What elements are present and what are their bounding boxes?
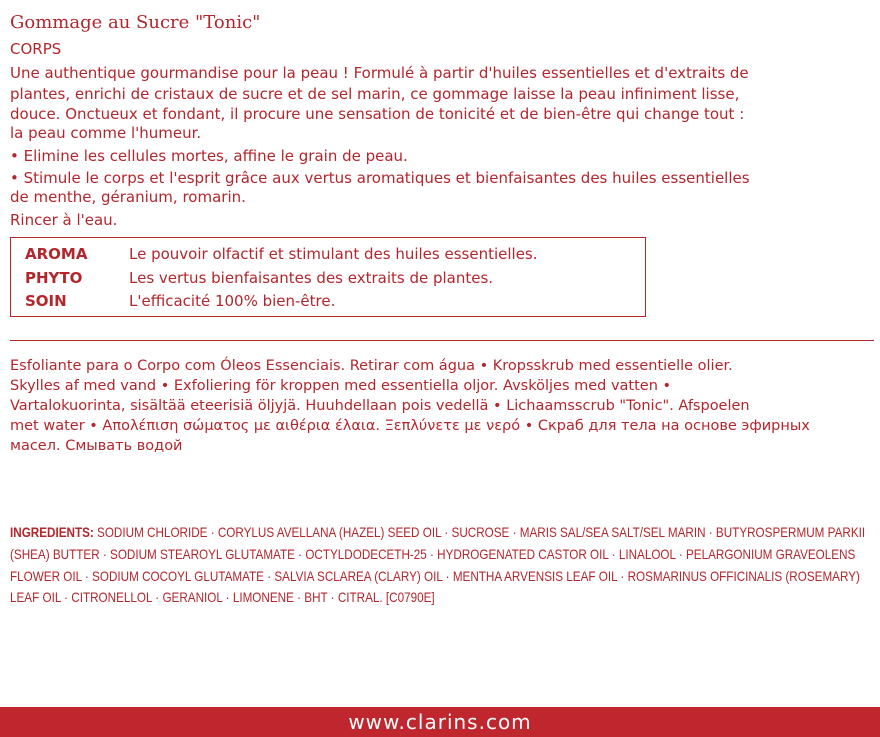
ingredients-text: SODIUM CHLORIDE · CORYLUS AVELLANA (HAZEL) SEED OIL · SUCROSE · MARIS SAL/SEA SALT/SEL MARIN · BUTYROSPERMUM PARKII <box>93 525 866 540</box>
benefit-row-soin <box>25 292 335 310</box>
benefit-text: Les vertus bienfaisantes des extraits de plantes. <box>129 269 494 287</box>
benefit-row-phyto <box>25 269 493 287</box>
ingredients-label: INGREDIENTS: <box>10 525 94 540</box>
translation-line: met water • Απολέπιση σώματος με αιθέρια έλαια. Ξεπλύνετε με νερό • Скраб для тела на основе эфирных <box>10 418 810 434</box>
translation-line: Vartalokuorinta, sisältää eteerisiä öljyjä. Huuhdellaan pois vedellä • Lichaamsscrub "Tonic". Afspoelen <box>10 398 750 414</box>
translation-line: Esfoliante para o Corpo com Óleos Essenciais. Retirar com água • Kropsskrub med essentielle olier. <box>10 358 733 374</box>
description-line: plantes, enrichi de cristaux de sucre et de sel marin, ce gommage laisse la peau infiniment lisse, <box>10 85 740 103</box>
product-category: CORPS <box>10 40 62 58</box>
product-title: Gommage au Sucre "Tonic" <box>10 12 261 33</box>
section-divider <box>10 340 874 341</box>
usage-instruction: Rincer à l'eau. <box>10 211 118 229</box>
description-line: la peau comme l'humeur. <box>10 124 202 142</box>
benefit-bullet: • Elimine les cellules mortes, affine le grain de peau. <box>10 147 408 165</box>
benefit-text: Le pouvoir olfactif et stimulant des huiles essentielles. <box>129 245 538 263</box>
description-line: de menthe, géranium, romarin. <box>10 188 246 206</box>
benefit-key: AROMA <box>25 245 88 263</box>
footer-bar <box>0 707 880 737</box>
benefit-text: L'efficacité 100% bien-être. <box>129 292 336 310</box>
description-line: douce. Onctueux et fondant, il procure une sensation de tonicité et de bien-être qui change tout : <box>10 105 745 123</box>
description-line: Une authentique gourmandise pour la peau ! Formulé à partir d'huiles essentielles et d'extraits de <box>10 64 749 82</box>
ingredients-line: LEAF OIL · CITRONELLOL · GERANIOL · LIMONENE · BHT · CITRAL. [C0790E] <box>10 590 435 605</box>
benefit-key: PHYTO <box>25 269 83 287</box>
ingredients-line: FLOWER OIL · SODIUM COCOYL GLUTAMATE · SALVIA SCLAREA (CLARY) OIL · MENTHA ARVENSIS LEAF OIL · ROSMARINUS OFFICINALIS (ROSEMARY) <box>10 569 860 584</box>
ingredients-line <box>10 522 865 544</box>
ingredients-line: (SHEA) BUTTER · SODIUM STEAROYL GLUTAMATE · OCTYLDODECETH-25 · HYDROGENATED CASTOR OIL · LINALOOL · PELARGONIUM GRAVEOLENS <box>10 547 856 562</box>
benefit-key: SOIN <box>25 292 67 310</box>
benefit-bullet: • Stimule le corps et l'esprit grâce aux vertus aromatiques et bienfaisantes des huiles essentielles <box>10 169 750 187</box>
translation-line: Skylles af med vand • Exfoliering för kroppen med essentiella oljor. Avsköljes med vatten • <box>10 378 672 394</box>
website-link[interactable]: www.clarins.com <box>348 710 532 734</box>
translation-line: масел. Смывать водой <box>10 438 183 454</box>
benefit-row-aroma <box>25 245 538 263</box>
benefits-box <box>10 237 646 317</box>
